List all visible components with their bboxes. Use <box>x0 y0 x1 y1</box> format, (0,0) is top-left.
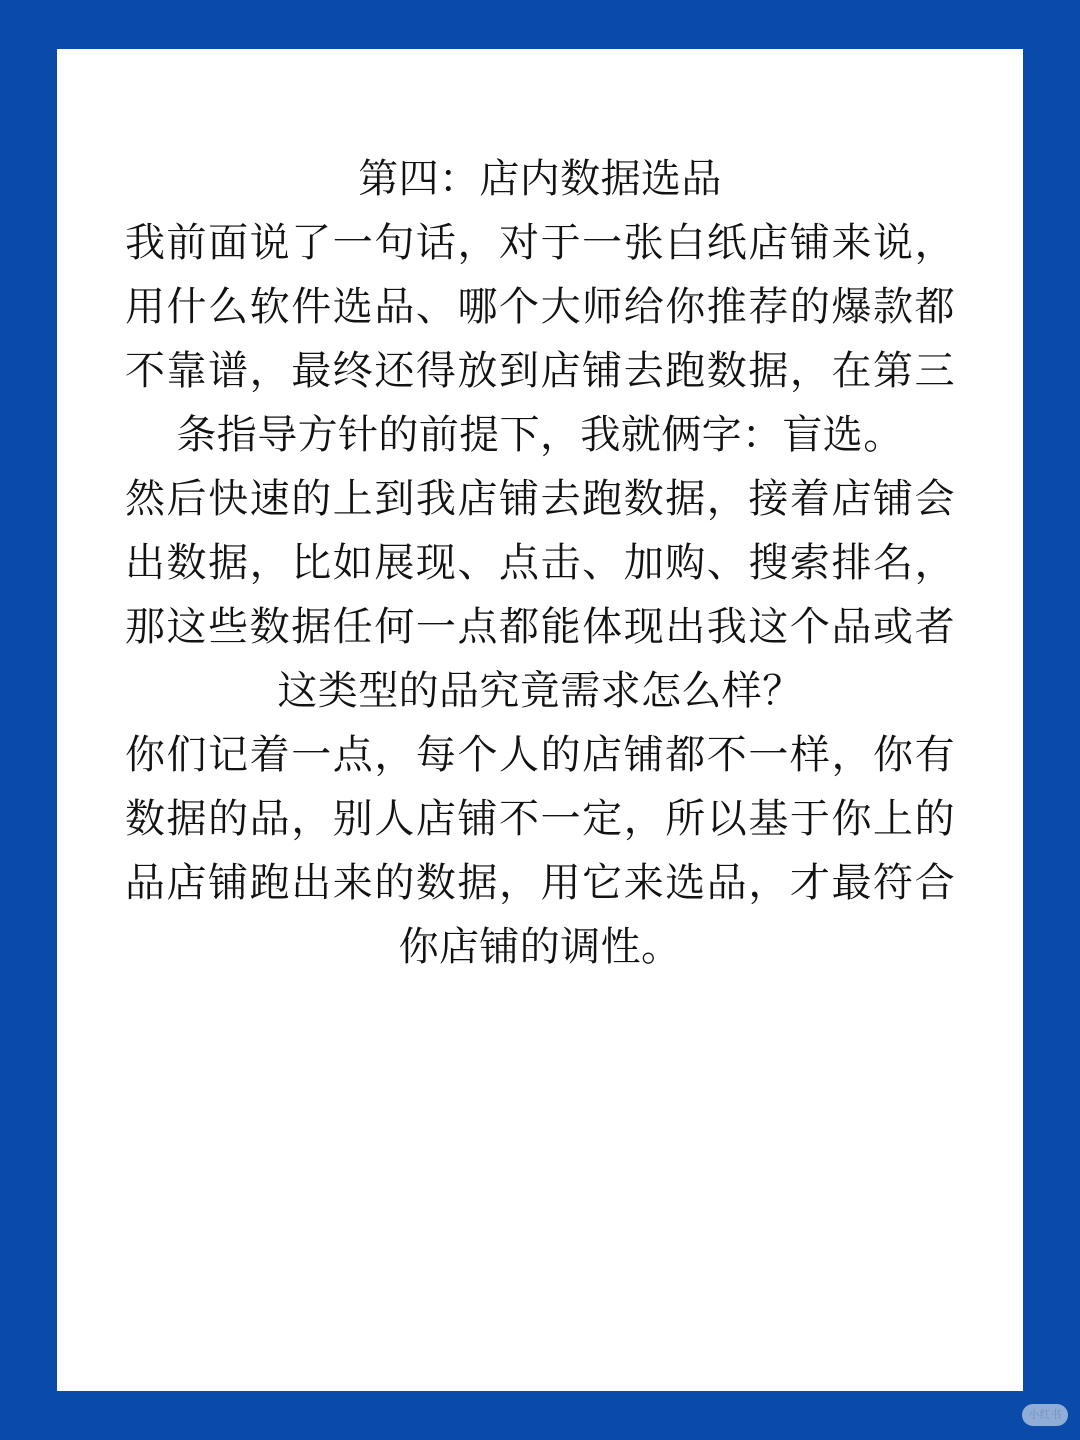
content-card <box>57 49 1023 1391</box>
paragraph-1: 我前面说了一句话，对于一张白纸店铺来说，用什么软件选品、哪个大师给你推荐的爆款都不靠谱，最终还得放到店铺去跑数据，在第三条指导方针的前提下，我就俩字：盲选。 <box>125 220 955 458</box>
paragraph-2: 然后快速的上到我店铺去跑数据，接着店铺会出数据，比如展现、点击、加购、搜索排名，那这些数据任何一点都能体现出我这个品或者这类型的品究竟需求怎么样？ <box>125 476 955 714</box>
page-title: 第四：店内数据选品 <box>358 156 722 202</box>
watermark-badge: 小红书 <box>1022 1404 1068 1426</box>
paragraph-3: 你们记着一点，每个人的店铺都不一样，你有数据的品，别人店铺不一定，所以基于你上的品店铺跑出来的数据，用它来选品，才最符合你店铺的调性。 <box>125 732 955 970</box>
